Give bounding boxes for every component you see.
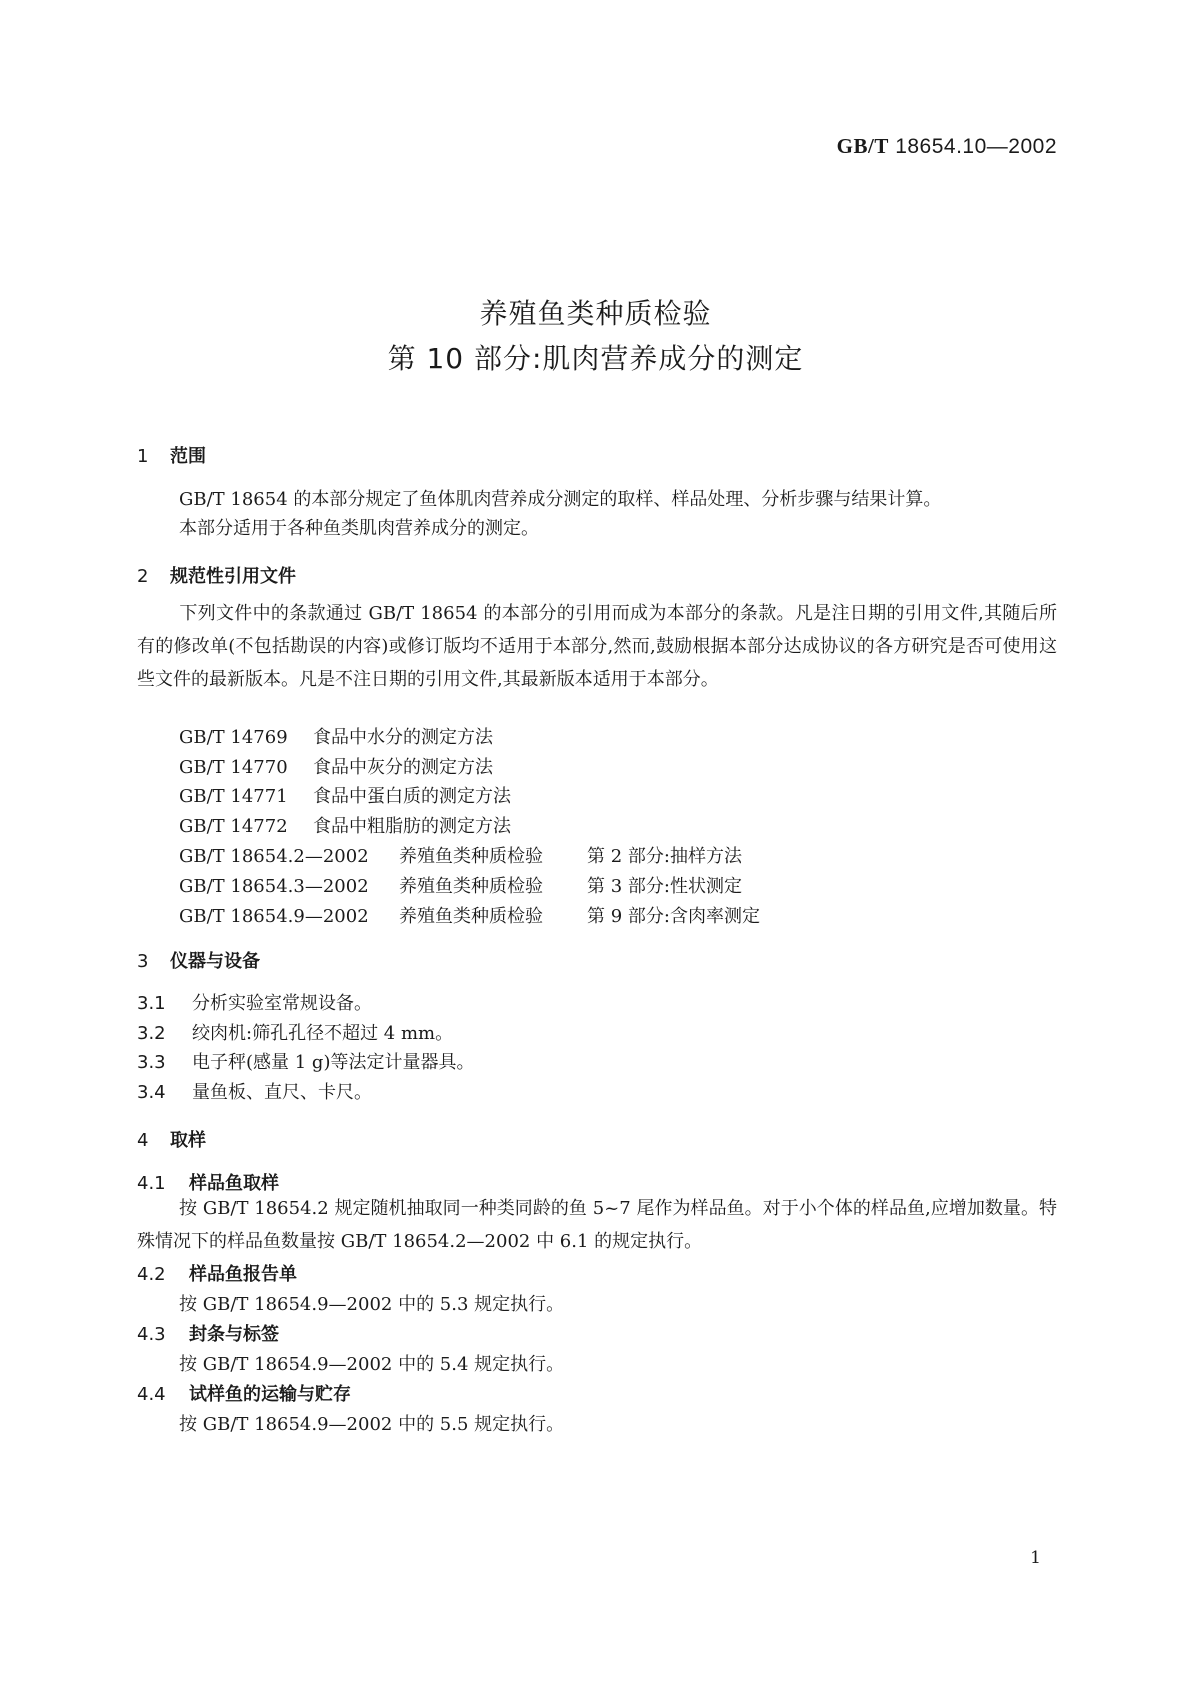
- subsection-title: 样品鱼报告单: [189, 1264, 297, 1285]
- reference-code: GB/T 18654.9—2002: [179, 906, 369, 927]
- reference-item: [179, 723, 493, 749]
- section-number: 2: [137, 566, 149, 587]
- item-text: 绞肉机:筛孔孔径不超过 4 mm。: [192, 1023, 454, 1044]
- reference-code: GB/T 18654.3—2002: [179, 876, 369, 897]
- section-1-paragraph-1: GB/T 18654 的本部分规定了鱼体肌肉营养成分测定的取样、样品处理、分析步骤与结果计算。: [179, 489, 942, 510]
- reference-item: [179, 753, 493, 779]
- reference-part: 第 3 部分:性状测定: [587, 876, 742, 897]
- section-title: 仪器与设备: [170, 951, 260, 972]
- item-number: 3.3: [137, 1052, 166, 1073]
- subsection-4-3-heading: [137, 1320, 279, 1346]
- reference-title: 养殖鱼类种质检验: [399, 846, 543, 867]
- reference-item: [179, 812, 511, 838]
- subsection-number: 4.3: [137, 1324, 166, 1345]
- section-number: 4: [137, 1130, 149, 1151]
- title-line-2: 第 10 部分:肌肉营养成分的测定: [387, 342, 804, 375]
- reference-item: [179, 902, 760, 928]
- standard-code: 18654.10—2002: [895, 135, 1057, 158]
- subsection-4-2-paragraph: 按 GB/T 18654.9—2002 中的 5.3 规定执行。: [179, 1294, 565, 1315]
- reference-code: GB/T 18654.2—2002: [179, 846, 369, 867]
- section-1-paragraph-2: 本部分适用于各种鱼类肌肉营养成分的测定。: [179, 518, 539, 539]
- subsection-number: 4.1: [137, 1173, 166, 1194]
- standard-number: [837, 134, 1057, 159]
- reference-title: 养殖鱼类种质检验: [399, 876, 543, 897]
- section-2-heading: [137, 562, 296, 588]
- reference-title: 食品中粗脂肪的测定方法: [313, 816, 511, 837]
- reference-part: 第 9 部分:含肉率测定: [587, 906, 760, 927]
- reference-title: 食品中蛋白质的测定方法: [313, 786, 511, 807]
- item-number: 3.1: [137, 993, 166, 1014]
- equipment-item: [137, 1048, 474, 1074]
- subsection-4-4-paragraph: 按 GB/T 18654.9—2002 中的 5.5 规定执行。: [179, 1414, 565, 1435]
- equipment-item: [137, 1019, 453, 1045]
- reference-part: 第 2 部分:抽样方法: [587, 846, 742, 867]
- title-line-1: 养殖鱼类种质检验: [479, 297, 712, 330]
- section-number: 1: [137, 446, 149, 467]
- equipment-item: [137, 1078, 372, 1104]
- paragraph-text: 按 GB/T 18654.2 规定随机抽取同一种类同龄的鱼 5~7 尾作为样品鱼。对于小个体的样品鱼,应增加数量。特殊情况下的样品鱼数量按 GB/T 18654.2—2002 中 6.1 的规定执行。: [137, 1198, 1057, 1252]
- subsection-title: 封条与标签: [189, 1324, 279, 1345]
- section-1-heading: [137, 442, 206, 468]
- reference-item: [179, 872, 742, 898]
- reference-code: GB/T 14770: [179, 757, 288, 778]
- reference-item: [179, 842, 742, 868]
- paragraph-text: 下列文件中的条款通过 GB/T 18654 的本部分的引用而成为本部分的条款。凡是注日期的引用文件,其随后所有的修改单(不包括勘误的内容)或修订版均不适用于本部分,然而,鼓励根据本部分达成协议的各方研究是否可使用这些文件的最新版本。凡是不注日期的引用文件,其最新版本适用于本部分。: [137, 603, 1057, 690]
- subsection-4-2-heading: [137, 1260, 297, 1286]
- subsection-number: 4.4: [137, 1384, 166, 1405]
- subsection-4-4-heading: [137, 1380, 351, 1406]
- page-number: 1: [1030, 1548, 1041, 1568]
- subsection-title: 试样鱼的运输与贮存: [189, 1384, 351, 1405]
- subsection-title: 样品鱼取样: [189, 1173, 279, 1194]
- section-4-heading: [137, 1126, 206, 1152]
- section-number: 3: [137, 951, 149, 972]
- section-title: 取样: [170, 1130, 206, 1151]
- section-2-paragraph: [137, 597, 1057, 696]
- section-title: 范围: [170, 446, 206, 467]
- section-3-heading: [137, 947, 260, 973]
- item-number: 3.2: [137, 1023, 166, 1044]
- reference-code: GB/T 14769: [179, 727, 288, 748]
- item-text: 量鱼板、直尺、卡尺。: [192, 1082, 372, 1103]
- reference-title: 食品中水分的测定方法: [313, 727, 493, 748]
- item-text: 电子秤(感量 1 g)等法定计量器具。: [192, 1052, 475, 1073]
- section-title: 规范性引用文件: [170, 566, 296, 587]
- subsection-4-1-paragraph: [137, 1192, 1057, 1258]
- reference-code: GB/T 14772: [179, 816, 288, 837]
- item-text: 分析实验室常规设备。: [192, 993, 372, 1014]
- reference-title: 食品中灰分的测定方法: [313, 757, 493, 778]
- subsection-number: 4.2: [137, 1264, 166, 1285]
- subsection-4-3-paragraph: 按 GB/T 18654.9—2002 中的 5.4 规定执行。: [179, 1354, 565, 1375]
- reference-code: GB/T 14771: [179, 786, 288, 807]
- reference-item: [179, 782, 511, 808]
- standard-prefix: GB/T: [836, 134, 889, 158]
- item-number: 3.4: [137, 1082, 166, 1103]
- reference-title: 养殖鱼类种质检验: [399, 906, 543, 927]
- equipment-item: [137, 989, 372, 1015]
